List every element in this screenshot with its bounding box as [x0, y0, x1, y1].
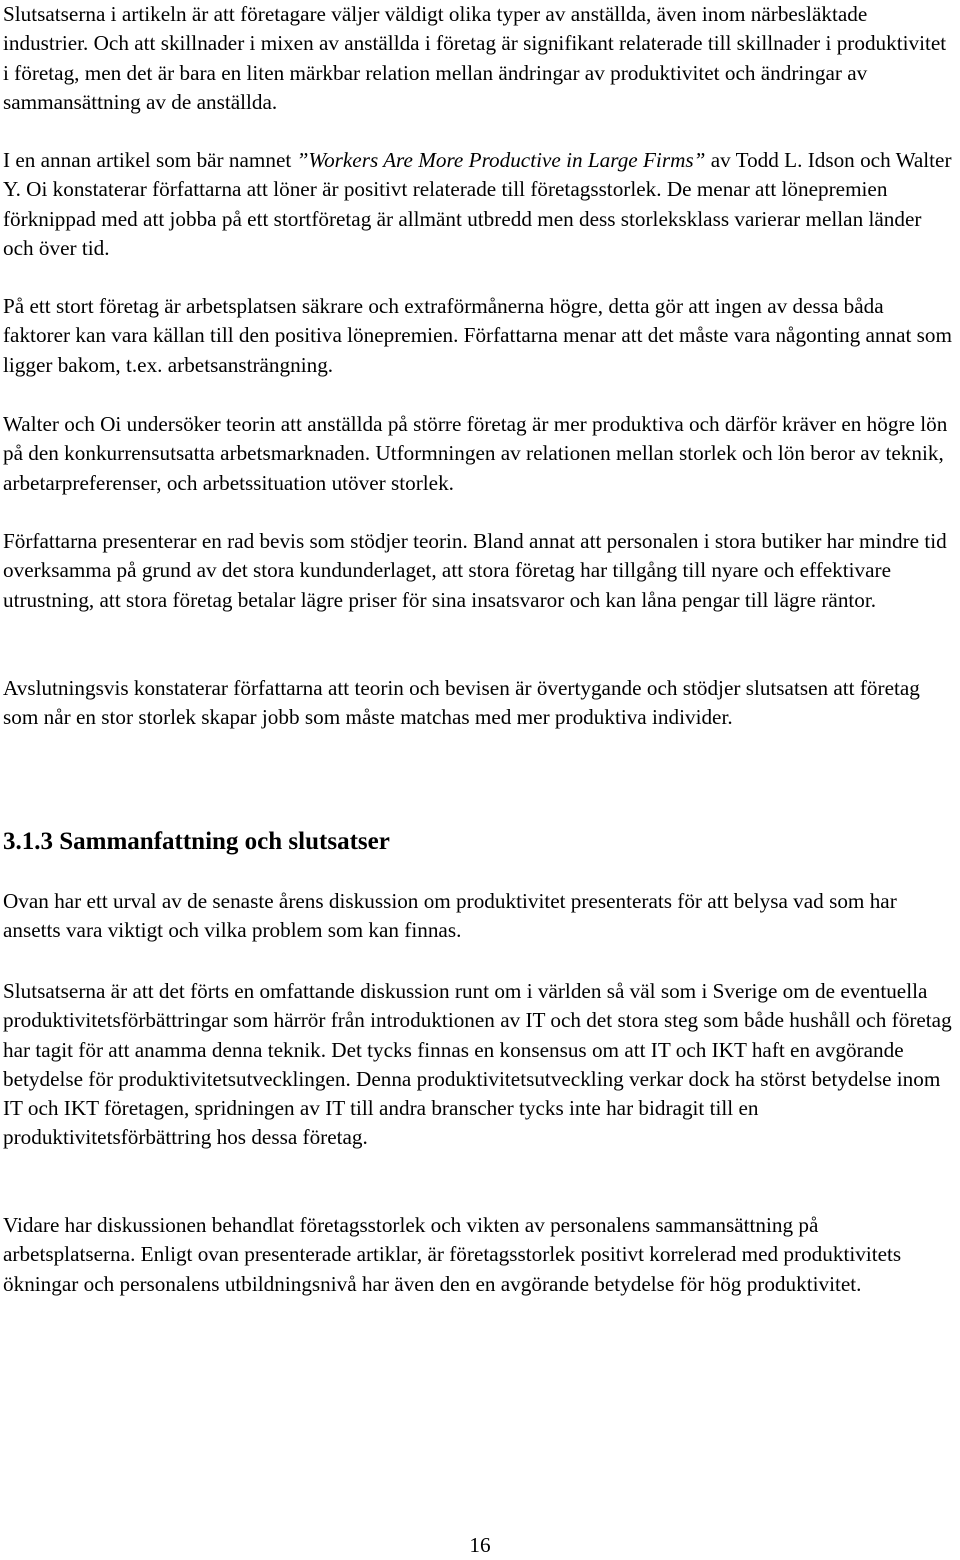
paragraph-it-conclusions: Slutsatserna är att det förts en omfattande diskussion runt om i världen så väl som i Sverige om de eventuella produktivitetsförbättringar som härrör från introduktionen av IT och det stora steg som både hushåll och företag har tagit för att anamma denna teknik. Det tycks finnas en konsensus om att IT och IKT haft en avgörande betydelse för produktivitetsutvecklingen. Denna produktivitetsutveckling verkar dock ha störst betydelse inom IT och IKT företagen, spridningen av IT till andra branscher tycks inte har bidragit till en produktivitetsförbättring hos dessa företag. — [3, 979, 952, 1150]
paragraph-walter-oi-theory: Walter och Oi undersöker teorin att anställda på större företag är mer produktiva och därför kräver en högre lön på den konkurrensutsatta arbetsmarknaden. Utformningen av relationen mellan storlek och lön beror av teknik, arbetarpreferenser, och arbetssituation utöver storlek. — [3, 412, 948, 495]
paragraph-large-firm-workplace: På ett stort företag är arbetsplatsen säkrare och extraförmånerna högre, detta gör att ingen av dessa båda faktorer kan vara källan till den positiva lönepremien. Författarna menar att det måste vara någonting annat som ligger bakom, t.ex. arbetsansträngning. — [3, 294, 952, 377]
paragraph-text: av Todd L. Idson och Walter Y. Oi konstaterar författarna att löner är positivt relaterade till företagsstorlek. De menar att lönepremien förknippad med att jobba på ett stortföretag är allmänt utbredd men dess storleksklass varierar mellan länder och över tid. — [3, 148, 952, 260]
paragraph-article-conclusions: Slutsatserna i artikeln är att företagare väljer väldigt olika typer av anställda, även inom närbesläktade industrier. Och att skillnader i mixen av anställda i företag är signifikant relaterade till skillnader i produktivitet i företag, men det är bara en liten märkbar relation mellan ändringar av produktivitet och ändringar av sammansättning av de anställda. — [3, 2, 947, 114]
paragraph-final-conclusion: Avslutningsvis konstaterar författarna att teorin och bevisen är övertygande och stödjer slutsatsen att företag som når en stor storlek skapar jobb som måste matchas med mer produktiva individer. — [3, 676, 920, 730]
paragraph-summary-intro: Ovan har ett urval av de senaste årens diskussion om produktivitet presenterats för att belysa vad som har ansetts vara viktigt och vilka problem som kan finnas. — [3, 889, 897, 943]
section-heading: 3.1.3 Sammanfattning och slutsatser — [3, 828, 390, 855]
paragraph-workers-article — [3, 146, 953, 263]
paragraph-text: I en annan artikel som bär namnet — [3, 148, 297, 172]
paragraph-firm-size: Vidare har diskussionen behandlat företagsstorlek och vikten av personalens sammansättning på arbetsplatserna. Enligt ovan presenterade artiklar, är företagsstorlek positivt korrelerad med produktivitets ökningar och personalens utbildningsnivå har även den en avgörande betydelse för hög produktivitet. — [3, 1213, 902, 1296]
page-number: 16 — [469, 1533, 491, 1557]
article-title: ”Workers Are More Productive in Large Firms” — [296, 148, 706, 172]
paragraph-evidence: Författarna presenterar en rad bevis som stödjer teorin. Bland annat att personalen i stora butiker har mindre tid overksamma på grund av det stora kundunderlaget, att stora företag har tillgång till nyare och effektivare utrustning, att stora företag betalar lägre priser för sina insatsvaror och kan låna pengar till lägre räntor. — [3, 529, 947, 612]
